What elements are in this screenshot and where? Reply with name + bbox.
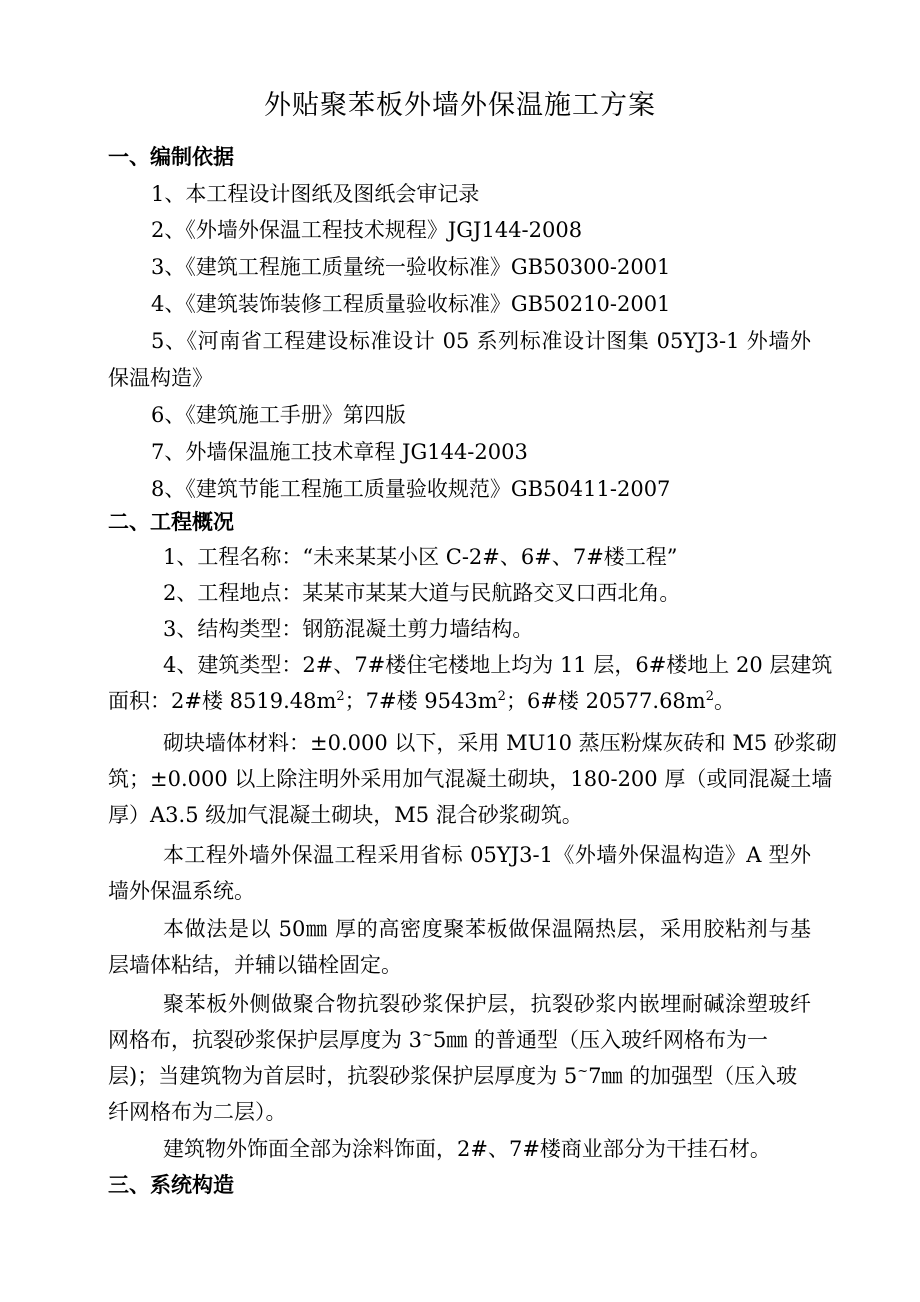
section-heading-basis: 一、编制依据 — [108, 145, 234, 169]
list-item-continuation: 保温构造》 — [108, 366, 213, 390]
page-title: 外贴聚苯板外墙外保温施工方案 — [264, 90, 656, 121]
list-item: 5、《河南省工程建设标准设计 05 系列标准设计图集 05YJ3-1 外墙外 — [151, 329, 811, 353]
section-heading-structure: 三、系统构造 — [108, 1173, 234, 1197]
paragraph-line: 层墙体粘结，并辅以锚栓固定。 — [108, 953, 402, 977]
paragraph-line: 墙外保温系统。 — [108, 879, 255, 903]
paragraph-line: 纤网格布为二层）。 — [108, 1100, 287, 1124]
list-item: 2、《外墙外保温工程技术规程》JGJ144-2008 — [151, 218, 583, 242]
paragraph-line: 1、工程名称：“未来某某小区 C-2#、6#、7#楼工程” — [163, 545, 678, 569]
list-item: 8、《建筑节能工程施工质量验收规范》GB50411-2007 — [151, 477, 671, 501]
paragraph-line: 建筑物外饰面全部为涂料饰面，2#、7#楼商业部分为干挂石材。 — [163, 1137, 771, 1161]
paragraph-line-first-floor: 层)；当建筑物为首层时，抗裂砂浆保护层厚度为 5~7㎜ 的加强型（压入玻 — [108, 1064, 798, 1088]
paragraph-line: 筑；±0.000 以上除注明外采用加气混凝土砌块，180-200 厚（或同混凝土墙 — [108, 767, 833, 791]
paragraph-line: 本工程外墙外保温工程采用省标 05YJ3-1《外墙外保温构造》A 型外 — [163, 843, 811, 867]
list-item: 7、外墙保温施工技术章程 JG144-2003 — [151, 440, 528, 464]
list-item: 3、《建筑工程施工质量统一验收标准》GB50300-2001 — [151, 255, 671, 279]
paragraph-line: 聚苯板外侧做聚合物抗裂砂浆保护层，抗裂砂浆内嵌埋耐碱涂塑玻纤 — [163, 992, 811, 1016]
paragraph-line-mesh: 网格布，抗裂砂浆保护层厚度为 3~5㎜ 的普通型（压入玻纤网格布为一 — [108, 1028, 768, 1052]
paragraph-line: 4、建筑类型：2#、7#楼住宅楼地上均为 11 层，6#楼地上 20 层建筑 — [163, 653, 833, 677]
paragraph-line: 厚）A3.5 级加气混凝土砌块，M5 混合砂浆砌筑。 — [108, 803, 583, 827]
paragraph-line: 本做法是以 50㎜ 厚的高密度聚苯板做保温隔热层，采用胶粘剂与基 — [163, 917, 811, 941]
section-heading-overview: 二、工程概况 — [108, 510, 234, 534]
list-item: 4、《建筑装饰装修工程质量验收标准》GB50210-2001 — [151, 292, 671, 316]
paragraph-line: 2、工程地点：某某市某某大道与民航路交叉口西北角。 — [163, 581, 681, 605]
paragraph-line: 3、结构类型：钢筋混凝土剪力墙结构。 — [163, 617, 534, 641]
paragraph-line: 砌块墙体材料：±0.000 以下，采用 MU10 蒸压粉煤灰砖和 M5 砂浆砌 — [163, 731, 837, 755]
paragraph-line-area: 面积：2#楼 $8519.48m^2$；7#楼 $9543m^2$；6#楼 $20577.68m^2$。 — [108, 689, 735, 713]
list-item: 6、《建筑施工手册》第四版 — [151, 403, 406, 427]
list-item: 1、本工程设计图纸及图纸会审记录 — [151, 182, 480, 206]
